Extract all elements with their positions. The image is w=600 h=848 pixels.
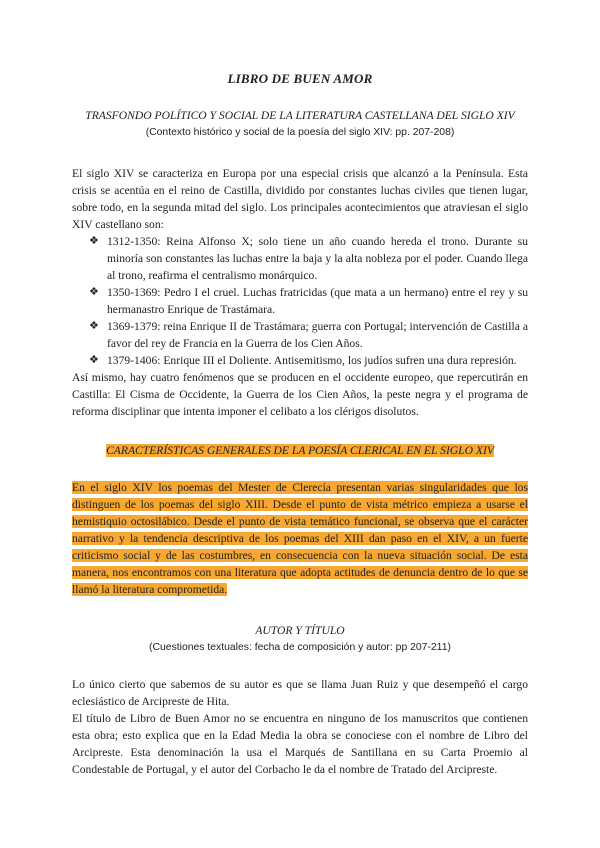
- section1-subheading: (Contexto histórico y social de la poesía del siglo XIV: pp. 207-208): [145, 127, 455, 138]
- diamond-bullet-icon: ❖: [89, 354, 99, 366]
- list-item: ❖ 1369-1379: reina Enrique II de Trastámara; guerra con Portugal; intervención de Castilla a favor del rey de Francia en la Guerra de los Cien Años.: [89, 320, 528, 350]
- section3-subheading: (Cuestiones textuales: fecha de composición y autor: pp 207-211): [149, 642, 451, 653]
- list-item: ❖ 1379-1406: Enrique III el Doliente. Antisemitismo, los judíos sufren una dura represión.: [89, 354, 517, 367]
- events-list: [72, 233, 528, 369]
- section1-intro: El siglo XIV se caracteriza en Europa por una especial crisis que alcanzó a la Península. Esta crisis se acentúa en el reino de Castilla, dividido por constantes luchas civiles que tienen lugar, sobre todo, en la segunda mitad del siglo. Los principales acontecimientos que atraviesan el siglo XIV castellano son:: [72, 167, 528, 231]
- diamond-bullet-icon: ❖: [89, 286, 99, 298]
- list-item: ❖ 1312-1350: Reina Alfonso X; solo tiene un año cuando hereda el trono. Durante su minoría son constantes las luchas entre la baja y la alta nobleza por el poder. Cuando llega al trono, reafirma el centralismo monárquico.: [89, 235, 528, 282]
- section3-paragraph-1: Lo único cierto que sabemos de su autor es que se llama Juan Ruiz y que desempeñó el cargo eclesiástico de Arcipreste de Hita.: [72, 678, 528, 708]
- diamond-bullet-icon: ❖: [89, 320, 99, 332]
- section1-heading: TRASFONDO POLÍTICO Y SOCIAL DE LA LITERATURA CASTELLANA DEL SIGLO XIV: [85, 109, 515, 122]
- document-title: LIBRO DE BUEN AMOR: [227, 71, 373, 86]
- section3-heading: AUTOR Y TÍTULO: [255, 624, 345, 637]
- section2-heading: CARACTERÍSTICAS GENERALES DE LA POESÍA CLERICAL EN EL SIGLO XIV: [106, 444, 494, 457]
- section1-closing: Así mismo, hay cuatro fenómenos que se producen en el occidente europeo, que repercutirán en Castilla: El Cisma de Occidente, la Guerra de los Cien Años, la peste negra y el programa de reforma disciplinar que intenta imponer el celibato a los clérigos disolutos.: [72, 371, 528, 418]
- section3-paragraph-2: El título de Libro de Buen Amor no se encuentra en ninguno de los manuscritos que contienen esta obra; esto explica que en la Edad Media la obra se conociese con el nombre de Libro del Arcipreste. Esta denominación la usa el Marqués de Santillana en su Carta Proemio al Condestable de Portugal, y el autor del Corbacho le da el nombre de Tratado del Arcipreste.: [72, 712, 528, 776]
- section2-body: En el siglo XIV los poemas del Mester de Clerecía presentan varias singularidades que los distinguen de los poemas del siglo XIII. Desde el punto de vista métrico empieza a usarse el hemistiquio octosilábico. Desde el punto de vista temático funcional, se observa que el carácter narrativo y la tendencia descriptiva de los poemas del XIII dan paso en el XIV, a un fuerte criticismo social y de las costumbres, en consecuencia con la nueva situación social. De esta manera, nos encontramos con una literatura que adopta actitudes de denuncia dentro de lo que se llamó la literatura comprometida.: [72, 481, 528, 596]
- list-item: ❖ 1350-1369: Pedro I el cruel. Luchas fratricidas (que mata a un hermano) entre el rey y su hermanastro Enrique de Trastámara.: [89, 286, 528, 316]
- diamond-bullet-icon: ❖: [89, 235, 99, 247]
